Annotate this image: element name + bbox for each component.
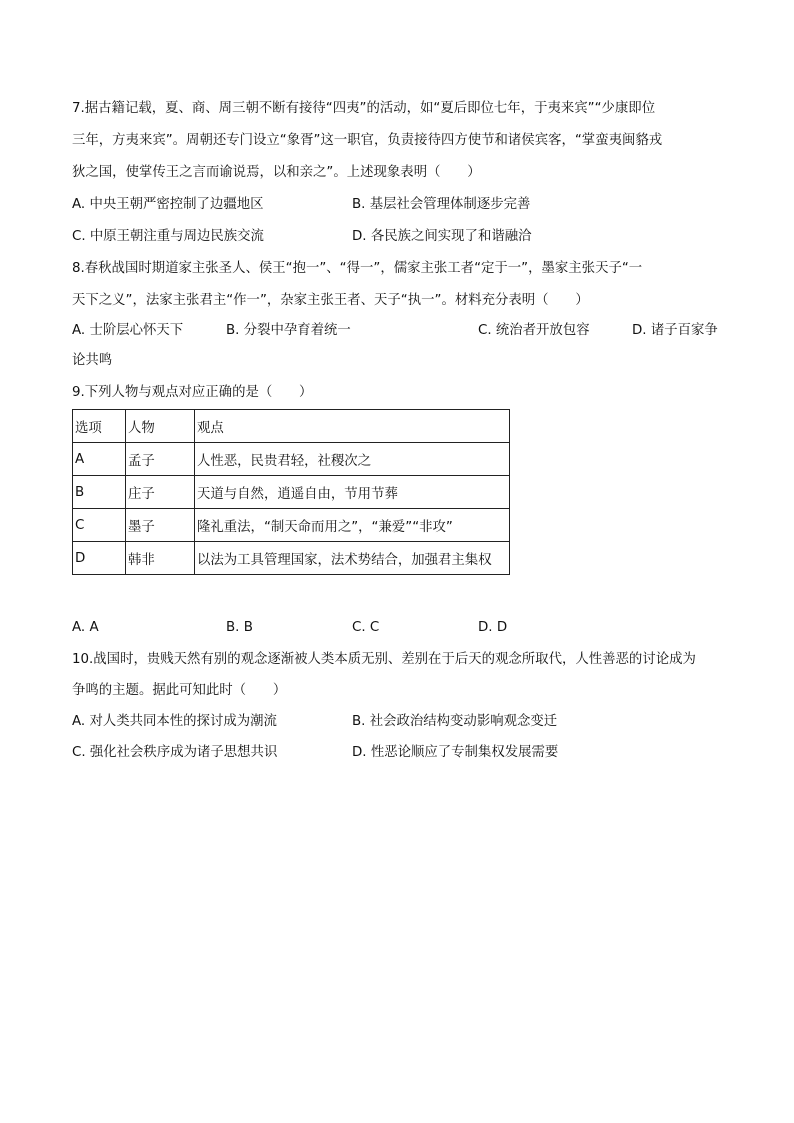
table-cell-view: 以法为工具管理国家，法术势结合，加强君主集权	[195, 542, 510, 575]
table-cell-person: 墨子	[126, 509, 195, 542]
table-header-row	[73, 410, 510, 443]
table-cell-person: 韩非	[126, 542, 195, 575]
q9-option-d: D. D	[478, 620, 508, 635]
q10-stem-line-2: 争鸣的主题。据此可知此时（ ）	[72, 683, 287, 698]
q8-option-a: A. 士阶层心怀天下	[72, 323, 184, 338]
table-cell-person: 庄子	[126, 476, 195, 509]
q8-stem-line-1: 8.春秋战国时期道家主张圣人、侯王“抱一”、“得一”，儒家主张工者“定于一”，墨家主张天子“一	[72, 261, 643, 276]
q7-option-d: D. 各民族之间实现了和谐融洽	[352, 229, 532, 244]
q7-option-c: C. 中原王朝注重与周边民族交流	[72, 229, 264, 244]
table-cell-option: D	[73, 542, 126, 575]
q9-option-c: C. C	[352, 620, 380, 635]
q9-stem: 9.下列人物与观点对应正确的是（ ）	[72, 385, 313, 400]
table-header-cell: 人物	[126, 410, 195, 443]
table-cell-view: 天道与自然，逍遥自由，节用节葬	[195, 476, 510, 509]
table-row	[73, 476, 510, 509]
q8-option-b: B. 分裂中孕育着统一	[226, 323, 351, 338]
q8-option-c: C. 统治者开放包容	[478, 323, 590, 338]
table-cell-person: 孟子	[126, 443, 195, 476]
table-header-cell: 选项	[73, 410, 126, 443]
table-cell-option: B	[73, 476, 126, 509]
table-row	[73, 443, 510, 476]
q10-stem-line-1: 10.战国时，贵贱天然有别的观念逐渐被人类本质无别、差别在于后天的观念所取代，人性善恶的讨论成为	[72, 652, 696, 667]
q7-stem-line-3: 狄之国，使掌传王之言而谕说焉，以和亲之”。上述现象表明（ ）	[72, 165, 481, 180]
q7-stem-line-1: 7.据古籍记载，夏、商、周三朝不断有接待“四夷”的活动，如“夏后即位七年，于夷来宾”“少康即位	[72, 101, 656, 116]
table-header-cell: 观点	[195, 410, 510, 443]
q9-option-a: A. A	[72, 620, 99, 635]
q7-option-a: A. 中央王朝严密控制了边疆地区	[72, 197, 264, 212]
q10-option-c: C. 强化社会秩序成为诸子思想共识	[72, 745, 278, 760]
q8-option-d-continuation: 论共鸣	[72, 353, 113, 368]
table-cell-option: A	[73, 443, 126, 476]
q10-option-b: B. 社会政治结构变动影响观念变迁	[352, 714, 558, 729]
q7-option-b: B. 基层社会管理体制逐步完善	[352, 197, 531, 212]
table-row	[73, 542, 510, 575]
q9-option-b: B. B	[226, 620, 253, 635]
table-row	[73, 509, 510, 542]
table-cell-option: C	[73, 509, 126, 542]
q8-option-d: D. 诸子百家争	[632, 323, 718, 338]
table-cell-view: 人性恶，民贵君轻，社稷次之	[195, 443, 510, 476]
q10-option-d: D. 性恶论顺应了专制集权发展需要	[352, 745, 559, 760]
q10-option-a: A. 对人类共同本性的探讨成为潮流	[72, 714, 277, 729]
table-cell-view: 隆礼重法，“制天命而用之”，“兼爱”“非攻”	[195, 509, 510, 542]
q8-stem-line-2: 天下之义”，法家主张君主“作一”，杂家主张王者、天子“执一”。材料充分表明（ ）	[72, 293, 589, 308]
q7-stem-line-2: 三年，方夷来宾”。周朝还专门设立“象胥”这一职官，负责接待四方使节和诸侯宾客，“掌蛮夷闽貉戎	[72, 133, 663, 148]
q9-table	[72, 409, 510, 575]
